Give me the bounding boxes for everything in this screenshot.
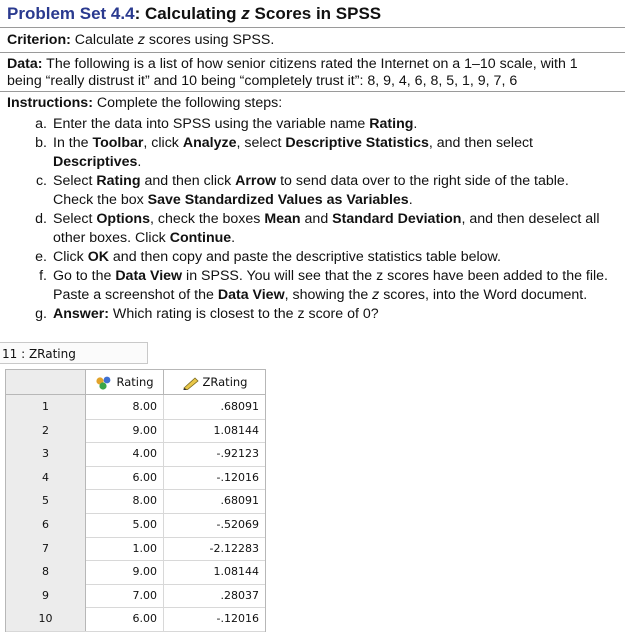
- title-text-end: Scores in SPSS: [249, 4, 382, 23]
- instructions-text: Complete the following steps:: [92, 95, 283, 111]
- step-c: [0, 172, 625, 191]
- step-bold: Save Standardized Values as Variables: [147, 192, 409, 208]
- step-text: , click: [143, 135, 183, 151]
- title-italic: z: [241, 4, 250, 23]
- step-text: and: [300, 211, 333, 227]
- column-label: ZRating: [202, 375, 248, 389]
- zrating-cell[interactable]: -.12016: [216, 470, 259, 484]
- column-header-zrating[interactable]: [164, 370, 265, 395]
- criterion-label: Criterion:: [7, 32, 71, 48]
- step-f-cont: [53, 286, 587, 305]
- criterion-text-end: scores using SPSS.: [144, 32, 275, 48]
- step-text: Paste a screenshot of the: [53, 287, 218, 303]
- table-row[interactable]: [6, 560, 265, 585]
- column-header-rating[interactable]: [86, 370, 164, 395]
- instructions-line: [7, 94, 282, 113]
- step-text: , select: [236, 135, 286, 151]
- rating-cell[interactable]: 8.00: [86, 395, 164, 419]
- rating-cell[interactable]: 8.00: [86, 489, 164, 513]
- step-bold: Standard Deviation: [332, 211, 462, 227]
- rating-cell[interactable]: 9.00: [86, 419, 164, 443]
- row-number[interactable]: 5: [6, 489, 86, 513]
- step-bold: Continue: [169, 230, 232, 246]
- step-text: to send data over to the right side of the table.: [276, 173, 569, 189]
- answer-label: Answer:: [53, 306, 109, 322]
- data-text-1: The following is a list of how senior citizens rated the Internet on a 1–10 scale, with 1: [42, 56, 578, 72]
- row-number[interactable]: 7: [6, 537, 86, 561]
- step-bold: Rating: [369, 116, 414, 132]
- step-bold: Arrow: [235, 173, 277, 189]
- criterion-italic: z: [137, 32, 145, 48]
- table-row[interactable]: [6, 442, 265, 467]
- step-bold: Data View: [217, 287, 285, 303]
- step-text: Select: [53, 211, 97, 227]
- step-marker: a.: [35, 116, 47, 132]
- step-text: and then click: [140, 173, 236, 189]
- step-f: [0, 267, 625, 286]
- divider: [0, 52, 625, 53]
- step-marker: d.: [35, 211, 47, 227]
- table-row[interactable]: [6, 489, 265, 514]
- rating-cell[interactable]: 6.00: [86, 466, 164, 490]
- row-number[interactable]: 1: [6, 395, 86, 419]
- step-a: [0, 115, 625, 134]
- cell-reference-box[interactable]: 11 : ZRating: [0, 342, 148, 364]
- step-bold: Rating: [96, 173, 141, 189]
- zrating-cell[interactable]: -2.12283: [209, 541, 259, 555]
- table-row[interactable]: [6, 607, 265, 632]
- rating-cell[interactable]: 7.00: [86, 584, 164, 608]
- table-row[interactable]: [6, 395, 265, 420]
- table-row[interactable]: [6, 513, 265, 538]
- row-number[interactable]: 6: [6, 513, 86, 537]
- column-label: Rating: [116, 375, 154, 389]
- table-row[interactable]: [6, 466, 265, 491]
- zrating-cell[interactable]: 1.08144: [213, 423, 259, 437]
- step-bold: Descriptives: [53, 154, 138, 170]
- step-text: , and then deselect all: [461, 211, 600, 227]
- step-text: other boxes. Click: [53, 230, 170, 246]
- step-text: scores, into the Word document.: [379, 287, 588, 303]
- step-text: Select: [53, 173, 97, 189]
- step-text: Enter the data into SPSS using the variable name: [53, 116, 370, 132]
- instructions-label: Instructions:: [7, 95, 93, 111]
- step-text: .: [413, 116, 418, 132]
- table-row[interactable]: [6, 537, 265, 562]
- row-number[interactable]: 2: [6, 419, 86, 443]
- problem-set-label: Problem Set 4.4: [7, 4, 135, 23]
- row-header-corner: [6, 370, 86, 395]
- zrating-cell[interactable]: .68091: [220, 494, 259, 508]
- step-text: .: [231, 230, 236, 246]
- step-marker: c.: [35, 173, 47, 189]
- step-text: in SPSS. You will see that the z scores have been added to the file.: [182, 268, 608, 284]
- step-marker: e.: [35, 249, 47, 265]
- spss-data-grid: [5, 369, 266, 632]
- zrating-cell[interactable]: -.52069: [216, 518, 259, 531]
- zrating-cell[interactable]: 1.08144: [213, 565, 259, 579]
- step-text: Which rating is closest to the z score of 0?: [108, 306, 379, 322]
- title-text: : Calculating: [134, 4, 242, 23]
- ruler-pencil-icon: [182, 376, 200, 390]
- step-text: Click: [53, 249, 88, 265]
- step-bold: Descriptive Statistics: [285, 135, 429, 151]
- rating-cell[interactable]: 4.00: [86, 442, 164, 466]
- step-text: Go to the: [53, 268, 116, 284]
- row-number[interactable]: 4: [6, 466, 86, 490]
- step-marker: b.: [35, 135, 47, 151]
- divider: [0, 91, 625, 92]
- step-bold: Data View: [115, 268, 183, 284]
- step-c-cont: [53, 191, 413, 210]
- page-title: [7, 4, 381, 24]
- rating-cell[interactable]: 5.00: [86, 513, 164, 537]
- step-e: [0, 248, 625, 267]
- step-text: , showing the: [284, 287, 373, 303]
- step-g: [0, 305, 625, 324]
- row-number[interactable]: 8: [6, 560, 86, 584]
- step-text: , check the boxes: [149, 211, 265, 227]
- step-d-cont: [53, 229, 235, 248]
- step-bold: Toolbar: [92, 135, 144, 151]
- step-italic: z: [372, 287, 380, 303]
- zrating-cell[interactable]: -.92123: [216, 447, 259, 461]
- data-label: Data:: [7, 56, 43, 72]
- rating-cell[interactable]: 9.00: [86, 560, 164, 584]
- row-number[interactable]: 9: [6, 584, 86, 608]
- step-bold: OK: [87, 249, 109, 265]
- divider: [0, 27, 625, 28]
- criterion-text: Calculate: [70, 32, 138, 48]
- step-bold: Options: [96, 211, 150, 227]
- rating-cell[interactable]: 1.00: [86, 537, 164, 561]
- step-text: Check the box: [53, 192, 148, 208]
- criterion-line: [7, 31, 274, 50]
- data-line-2: being “really distrust it” and 10 being “completely trust it”: 8, 9, 4, 6, 8, 5, 1, 9, 7, 6: [7, 73, 518, 89]
- zrating-cell[interactable]: -.12016: [216, 612, 259, 626]
- step-text: , and then select: [428, 135, 534, 151]
- step-text: and then copy and paste the descriptive statistics table below.: [108, 249, 501, 265]
- step-text: .: [408, 192, 413, 208]
- step-d: [0, 210, 625, 229]
- scale-variable-icon: [95, 376, 113, 390]
- step-text: In the: [53, 135, 93, 151]
- step-b-cont: [53, 153, 141, 172]
- step-bold: Analyze: [182, 135, 237, 151]
- table-row[interactable]: [6, 584, 265, 609]
- rating-cell[interactable]: 6.00: [86, 607, 164, 631]
- step-text: .: [137, 154, 142, 170]
- step-marker: g.: [35, 306, 47, 322]
- zrating-cell[interactable]: .68091: [220, 400, 259, 413]
- row-number[interactable]: 3: [6, 442, 86, 466]
- step-b: [0, 134, 625, 153]
- row-number[interactable]: 10: [6, 607, 86, 631]
- zrating-cell[interactable]: .28037: [220, 588, 259, 602]
- step-marker: f.: [39, 268, 47, 284]
- step-bold: Mean: [264, 211, 301, 227]
- table-row[interactable]: [6, 419, 265, 444]
